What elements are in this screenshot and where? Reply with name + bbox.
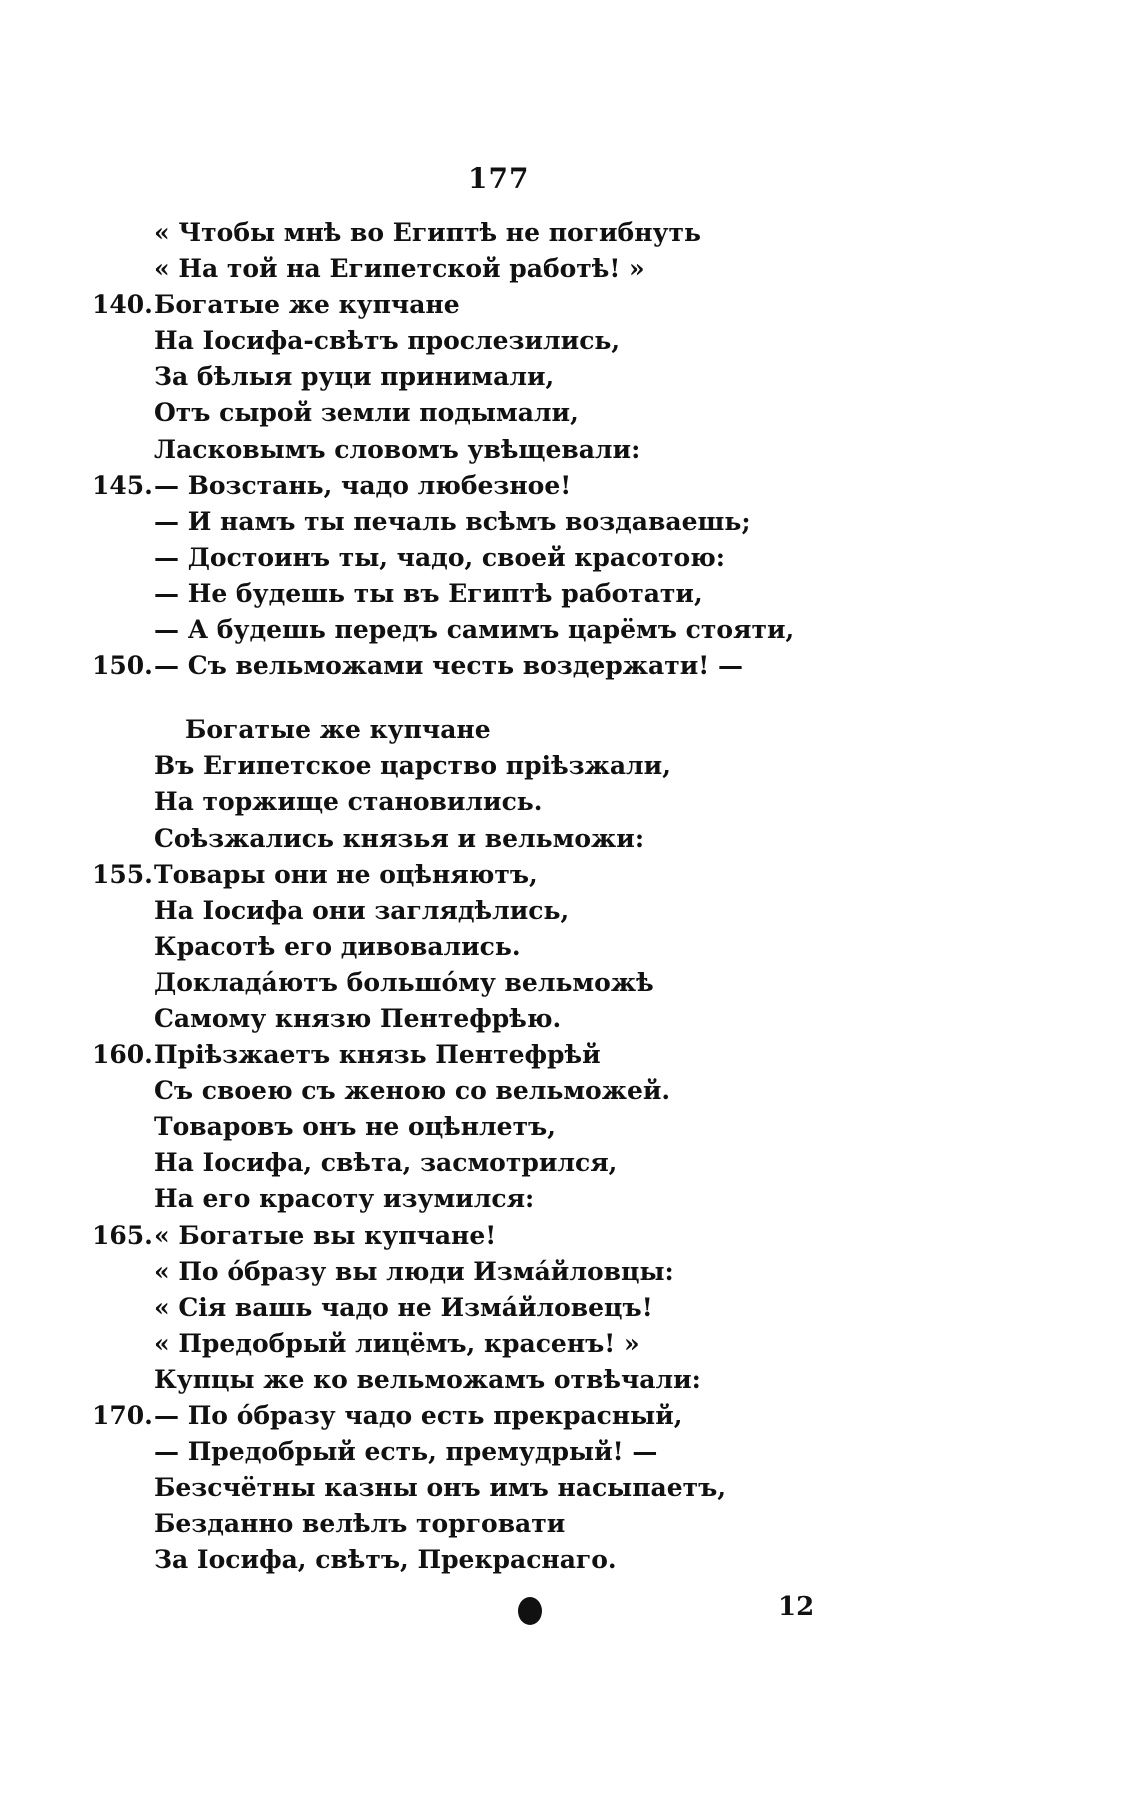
line-number: 155. [92, 859, 153, 889]
verse-text: Купцы же ко вельможамъ отвѣчали: [154, 1364, 701, 1394]
verse-text: Красотѣ его дивовались. [154, 931, 521, 961]
verse-text: — А будешь передъ самимъ царёмъ стояти, [154, 615, 795, 645]
verse-block [0, 215, 1140, 1578]
verse-line [0, 1470, 1140, 1506]
verse-text: На торжище становились. [154, 787, 543, 817]
verse-line [0, 215, 1140, 251]
verse-text: « Сiя вашь чадо не Измáйловецъ! [154, 1292, 653, 1322]
verse-line [0, 1506, 1140, 1542]
verse-line [0, 576, 1140, 612]
verse-text: Товары они не оцѣняютъ, [154, 859, 538, 889]
verse-text: На Іосифа они заглядѣлись, [154, 895, 570, 925]
verse-line [0, 1073, 1140, 1109]
verse-line [0, 784, 1140, 820]
verse-text: Соѣзжались князья и вельможи: [154, 823, 645, 853]
verse-text: Богатые же купчане [154, 290, 460, 320]
verse-line [0, 648, 1140, 684]
verse-text: Безсчётны казны онъ имъ насыпаетъ, [154, 1473, 727, 1503]
verse-line [0, 1001, 1140, 1037]
verse-line [0, 540, 1140, 576]
verse-line [0, 1398, 1140, 1434]
verse-text: Ласковымъ словомъ увѣщевали: [154, 434, 641, 464]
verse-text: На Іосифа-свѣтъ прослезились, [154, 326, 621, 356]
verse-line [0, 821, 1140, 857]
printer-mark [518, 1597, 542, 1625]
verse-line [0, 1181, 1140, 1217]
verse-text: За бѣлыя руци принимали, [154, 362, 555, 392]
verse-text: « Предобрый лицёмъ, красенъ! » [154, 1328, 640, 1358]
verse-text: Богатые же купчане [185, 715, 491, 745]
verse-line [0, 748, 1140, 784]
verse-text: Самому князю Пентефрѣю. [154, 1003, 562, 1033]
verse-line [0, 323, 1140, 359]
verse-line [0, 1109, 1140, 1145]
line-number: 170. [92, 1401, 153, 1430]
line-number: 150. [92, 651, 153, 681]
verse-line [0, 929, 1140, 965]
verse-line [0, 1326, 1140, 1362]
verse-line [0, 251, 1140, 287]
verse-text: — Достоинъ ты, чадо, своей красотою: [154, 542, 725, 572]
verse-text: « По óбразу вы люди Измáйловцы: [154, 1256, 674, 1286]
verse-text: Докладáютъ большóму вельможѣ [154, 967, 654, 997]
verse-line [0, 395, 1140, 431]
verse-line [0, 432, 1140, 468]
verse-line [0, 1434, 1140, 1470]
verse-text: На его красоту изумился: [154, 1184, 535, 1214]
verse-text: Въ Египетское царство прiѣзжали, [154, 751, 671, 781]
verse-text: — Предобрый есть, премудрый! — [154, 1437, 658, 1467]
verse-text: « Чтобы мнѣ во Египтѣ не погибнуть [154, 218, 701, 247]
verse-line [0, 893, 1140, 929]
verse-text: « На той на Египетской работѣ! » [154, 254, 645, 284]
verse-line [0, 1037, 1140, 1073]
line-number: 165. [92, 1220, 153, 1250]
verse-text: За Іосифа, свѣтъ, Прекраснаго. [154, 1545, 617, 1575]
line-number: 160. [92, 1040, 153, 1070]
page-number: 177 [468, 162, 530, 195]
verse-line [0, 712, 1140, 748]
verse-line [0, 857, 1140, 893]
verse-text: Безданно велѣлъ торговати [154, 1509, 566, 1539]
verse-text: « Богатые вы купчане! [154, 1220, 497, 1250]
verse-line [0, 1542, 1140, 1578]
verse-text: Товаровъ онъ не оцѣнлетъ, [154, 1112, 556, 1142]
verse-text: На Іосифа, свѣта, засмотрился, [154, 1148, 618, 1178]
verse-text: — По óбразу чадо есть прекрасный, [154, 1401, 683, 1430]
verse-line [0, 965, 1140, 1001]
verse-line [0, 359, 1140, 395]
verse-text: — И намъ ты печаль всѣмъ воздаваешь; [154, 506, 751, 536]
verse-text: — Возстань, чадо любезное! [154, 470, 572, 500]
line-number: 140. [92, 290, 153, 320]
verse-line [0, 1290, 1140, 1326]
verse-text: — Не будешь ты въ Египтѣ работати, [154, 578, 703, 608]
verse-text: Съ своею съ женою со вельможей. [154, 1076, 671, 1106]
verse-text: Прiѣзжаетъ князь Пентефрѣй [154, 1040, 601, 1070]
verse-line [0, 684, 1140, 712]
verse-line [0, 287, 1140, 323]
verse-line [0, 468, 1140, 504]
verse-line [0, 1362, 1140, 1398]
line-number: 145. [92, 470, 153, 500]
verse-line [0, 1254, 1140, 1290]
verse-text: Отъ сырой земли подымали, [154, 398, 579, 428]
verse-line [0, 612, 1140, 648]
signature-number: 12 [778, 1592, 815, 1622]
verse-line [0, 504, 1140, 540]
verse-line [0, 1218, 1140, 1254]
verse-line [0, 1145, 1140, 1181]
verse-text: — Съ вельможами честь воздержати! — [154, 651, 743, 681]
